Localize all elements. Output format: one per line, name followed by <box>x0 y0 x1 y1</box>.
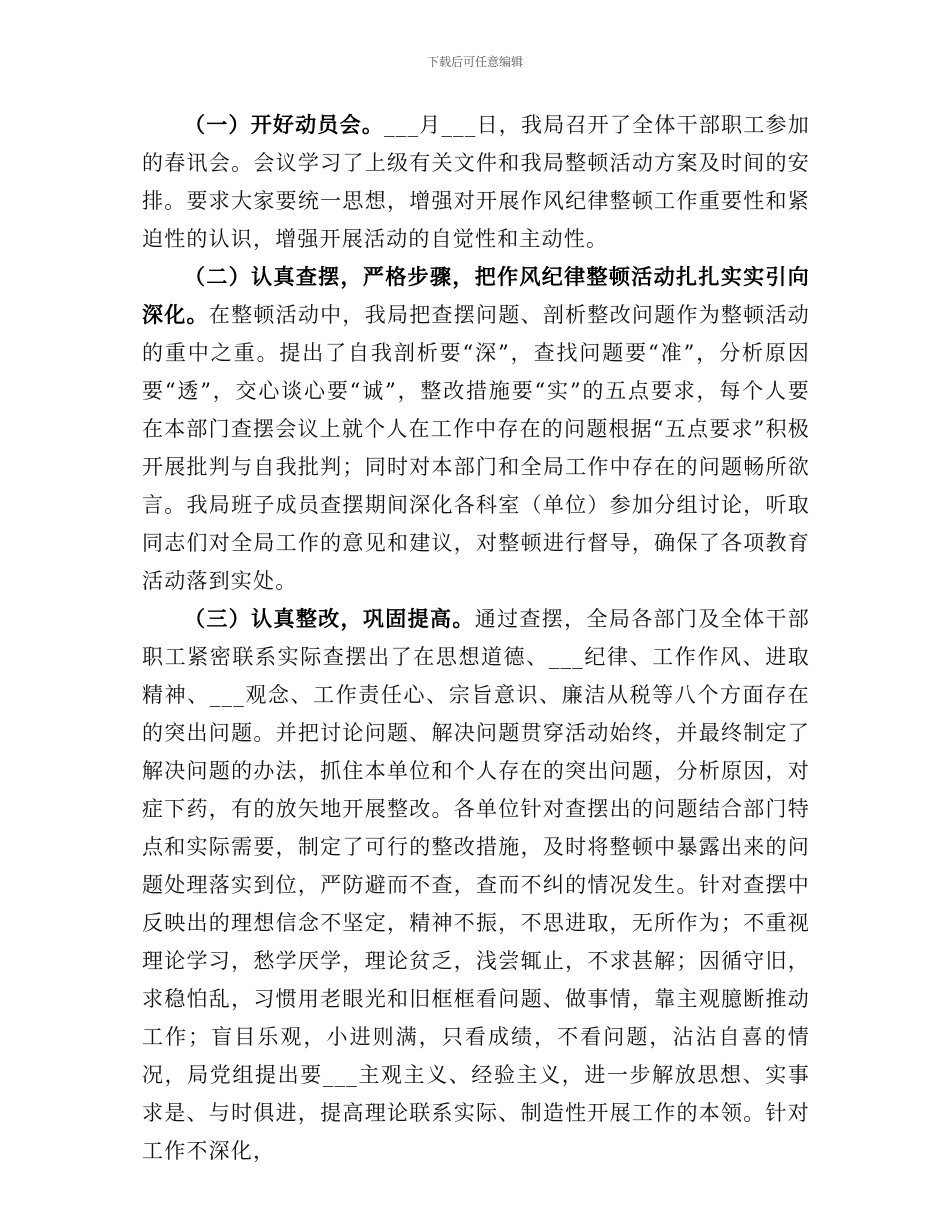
paragraph-rectification <box>142 600 810 1170</box>
paragraph-mobilization-meeting <box>142 106 810 258</box>
document-body <box>142 106 810 1170</box>
paragraph-heading: （一）开好动员会。 <box>184 112 385 137</box>
page-header-note: 下载后可任意编辑 <box>426 55 523 69</box>
paragraph-text: 在整顿活动中，我局把查摆问题、剖析整改问题作为整顿活动的重中之重。提出了自我剖析要“深”，查找问题要“准”，分析原因要“透”，交心谈心要“诚”，整改措施要“实”的五点要求，每个人要在本部门查摆会议上就个人在工作中存在的问题根据“五点要求”积极开展批判与自我批判；同时对本部门和全局工作中存在的问题畅所欲言。我局班子成员查摆期间深化各科室（单位）参加分组讨论，听取同志们对全局工作的意见和建议，对整顿进行督导，确保了各项教育活动落到实处。 <box>142 303 810 593</box>
paragraph-text: ___月___日，我局召开了全体干部职工参加的春讯会。会议学习了上级有关文件和我局整顿活动方案及时间的安排。要求大家要统一思想，增强对开展作风纪律整顿工作重要性和紧迫性的认识，增强开展活动的自觉性和主动性。 <box>142 113 810 251</box>
paragraph-text: 通过查摆，全局各部门及全体干部职工紧密联系实际查摆出了在思想道德、___纪律、工作作风、进取精神、___观念、工作责任心、宗旨意识、廉洁从税等八个方面存在的突出问题。并把讨论问题、解决问题贯穿活动始终，并最终制定了解决问题的办法，抓住本单位和个人存在的突出问题，分析原因，对症下药，有的放矢地开展整改。各单位针对查摆出的问题结合部门特点和实际需要，制定了可行的整改措施，及时将整顿中暴露出来的问题处理落实到位，严防避而不查，查而不纠的情况发生。针对查摆中反映出的理想信念不坚定，精神不振，不思进取，无所作为；不重视理论学习，愁学厌学，理论贫乏，浅尝辄止，不求甚解；因循守旧，求稳怕乱，习惯用老眼光和旧框框看问题、做事情，靠主观臆断推动工作；盲目乐观，小进则满，只看成绩，不看问题，沾沾自喜的情况，局党组提出要___主观主义、经验主义，进一步解放思想、实事求是、与时俱进，提高理论联系实际、制造性开展工作的本领。针对工作不深化， <box>142 607 810 1163</box>
paragraph-self-examination <box>142 258 810 600</box>
paragraph-heading: （二）认真查摆，严格步骤，把作风纪律整顿活动扎扎实实引向深化。 <box>142 264 810 327</box>
paragraph-heading: （三）认真整改，巩固提高。 <box>184 606 475 631</box>
